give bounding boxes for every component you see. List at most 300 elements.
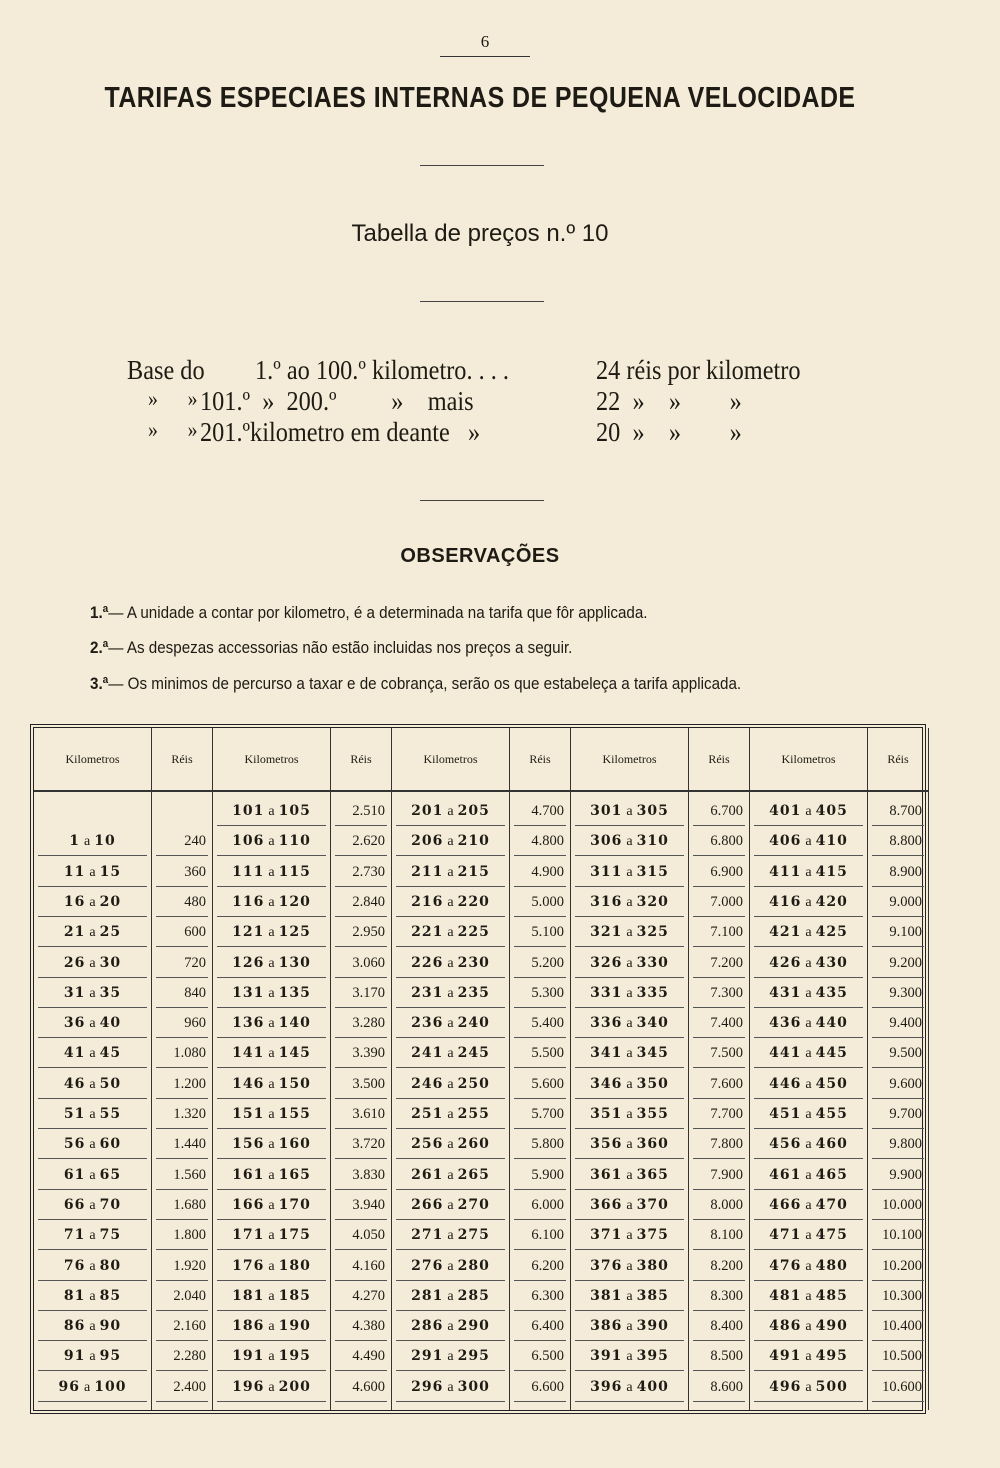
range-separator: a: [447, 925, 454, 941]
km-from: 226: [411, 954, 444, 971]
km-from: 116: [232, 893, 265, 910]
reis-value-cell: 1.440: [156, 1129, 208, 1159]
km-from: 126: [232, 954, 265, 971]
km-range-cell: [575, 1008, 684, 1038]
range-separator: a: [89, 1016, 96, 1032]
range-separator: a: [447, 804, 454, 819]
reis-value-cell: 10.100: [872, 1220, 924, 1250]
km-from: 21: [63, 924, 86, 941]
km-to: 330: [636, 954, 669, 971]
km-from: 491: [769, 1348, 802, 1365]
km-range-cell: [575, 1341, 684, 1371]
km-from: 436: [769, 1015, 802, 1032]
km-from: 321: [590, 924, 623, 941]
observation-note: [90, 639, 572, 658]
km-from: 361: [590, 1166, 623, 1183]
range-separator: a: [626, 1379, 633, 1395]
km-to: 245: [457, 1045, 490, 1062]
reis-value-cell: 1.320: [156, 1099, 208, 1129]
reis-value-cell: 360: [156, 857, 208, 887]
km-to: 375: [636, 1227, 669, 1244]
reis-value-cell: 3.500: [335, 1069, 387, 1099]
km-from: 401: [769, 803, 802, 819]
km-from: 281: [411, 1287, 444, 1304]
km-from: 131: [232, 984, 265, 1001]
reis-value-cell: 9.100: [872, 917, 924, 947]
km-from: 236: [411, 1015, 444, 1032]
kilometros-header: Kilometros: [571, 728, 688, 792]
km-from: 156: [232, 1136, 265, 1153]
range-separator: a: [447, 1107, 454, 1122]
km-to: 305: [636, 803, 669, 819]
range-separator: a: [447, 1349, 454, 1365]
km-to: 50: [99, 1075, 122, 1092]
base-line-3-label: » »: [148, 417, 198, 442]
km-to: 490: [815, 1318, 848, 1335]
km-from: 381: [590, 1287, 623, 1304]
km-range-cell: [396, 1311, 505, 1341]
range-separator: a: [268, 1197, 275, 1213]
base-line-1-range: 1.º ao 100.º kilometro. . . .: [255, 355, 509, 385]
km-from: 66: [63, 1196, 86, 1213]
reis-value-cell: 1.200: [156, 1069, 208, 1099]
tariff-table: [30, 724, 926, 1414]
km-from: 251: [411, 1106, 444, 1122]
range-separator: a: [447, 1258, 454, 1274]
km-range-cell: [38, 1281, 147, 1311]
km-to: 110: [278, 833, 311, 850]
range-separator: a: [89, 1076, 96, 1092]
km-range-cell: [575, 1038, 684, 1068]
km-from: 41: [63, 1045, 86, 1062]
reis-value-cell: 3.830: [335, 1160, 387, 1190]
km-from: 301: [590, 803, 623, 819]
reis-value-cell: 7.700: [693, 1099, 745, 1129]
km-from: 306: [590, 833, 623, 850]
km-to: 445: [815, 1045, 848, 1062]
km-from: 336: [590, 1015, 623, 1032]
km-range-cell: [217, 1160, 326, 1190]
reis-value-cell: 1.560: [156, 1160, 208, 1190]
reis-value-cell: 4.900: [514, 857, 566, 887]
range-separator: a: [447, 1288, 454, 1304]
km-to: 230: [457, 954, 490, 971]
km-from: 106: [232, 833, 265, 850]
note-number: 2.ª: [90, 639, 109, 657]
km-range-cell: [754, 1251, 863, 1281]
km-from: 51: [63, 1106, 86, 1122]
reis-header: Réis: [689, 728, 749, 792]
reis-value-cell: 9.900: [872, 1160, 924, 1190]
range-separator: a: [268, 1137, 275, 1153]
km-to: 395: [636, 1348, 669, 1365]
km-range-cell: [575, 1069, 684, 1099]
km-from: 1: [69, 833, 81, 850]
km-range-cell: [396, 1220, 505, 1250]
km-to: 320: [636, 893, 669, 910]
reis-value-cell: 4.600: [335, 1372, 387, 1402]
km-from: 391: [590, 1348, 623, 1365]
reis-value-cell: 4.270: [335, 1281, 387, 1311]
km-range-cell: [396, 857, 505, 887]
km-from: 466: [769, 1196, 802, 1213]
km-to: 70: [99, 1196, 122, 1213]
range-separator: a: [626, 1349, 633, 1365]
km-to: 205: [457, 803, 490, 819]
reis-value-cell: 3.060: [335, 948, 387, 978]
km-to: 120: [278, 893, 311, 910]
range-separator: a: [626, 1016, 633, 1032]
reis-value-cell: 6.500: [514, 1341, 566, 1371]
km-from: 26: [63, 954, 86, 971]
km-range-cell: [396, 796, 505, 826]
km-to: 180: [278, 1257, 311, 1274]
km-from: 201: [411, 803, 444, 819]
km-to: 135: [278, 984, 311, 1001]
range-separator: a: [626, 864, 633, 880]
range-separator: a: [268, 1288, 275, 1304]
reis-value-cell: 2.620: [335, 826, 387, 856]
reis-value-cell: 6.900: [693, 857, 745, 887]
km-to: 290: [457, 1318, 490, 1335]
km-to: 485: [815, 1287, 848, 1304]
km-range-cell: [575, 887, 684, 917]
km-to: 40: [99, 1015, 122, 1032]
range-separator: a: [89, 1349, 96, 1365]
reis-value-cell: 840: [156, 978, 208, 1008]
km-to: 165: [278, 1166, 311, 1183]
base-line-1-rate: 24 réis por kilometro: [596, 355, 801, 385]
km-range-cell: [38, 1129, 147, 1159]
reis-value-cell: 10.400: [872, 1311, 924, 1341]
reis-value-cell: 5.000: [514, 887, 566, 917]
reis-value-cell: 5.400: [514, 1008, 566, 1038]
note-text: — Os minimos de percurso a taxar e de cobrança, serão os que estabeleça a tarifa applicada.: [108, 675, 742, 693]
range-separator: a: [447, 955, 454, 971]
range-separator: a: [89, 1137, 96, 1153]
km-range-cell: [575, 857, 684, 887]
range-separator: a: [89, 1197, 96, 1213]
range-separator: a: [805, 1288, 812, 1304]
km-to: 105: [278, 803, 311, 819]
range-separator: a: [805, 894, 812, 910]
km-range-cell: [754, 1069, 863, 1099]
km-from: 276: [411, 1257, 444, 1274]
km-range-cell: [38, 1190, 147, 1220]
range-separator: a: [268, 1016, 275, 1032]
km-range-cell: [396, 948, 505, 978]
divider-rule: [420, 301, 544, 302]
km-from: 11: [63, 863, 86, 880]
km-to: 55: [99, 1106, 122, 1122]
reis-value-cell: 4.050: [335, 1220, 387, 1250]
km-from: 406: [769, 833, 802, 850]
km-from: 111: [232, 863, 265, 880]
range-separator: a: [805, 1107, 812, 1122]
km-from: 181: [232, 1287, 265, 1304]
km-to: 190: [278, 1318, 311, 1335]
km-from: 71: [63, 1227, 86, 1244]
km-range-cell: [38, 887, 147, 917]
km-range-cell: [396, 1190, 505, 1220]
km-to: 215: [457, 863, 490, 880]
km-to: 475: [815, 1227, 848, 1244]
reis-value-cell: 8.400: [693, 1311, 745, 1341]
km-to: 340: [636, 1015, 669, 1032]
km-range-cell: [575, 1160, 684, 1190]
km-range-cell: [754, 1129, 863, 1159]
km-to: 85: [99, 1287, 122, 1304]
km-to: 275: [457, 1227, 490, 1244]
km-to: 300: [457, 1378, 490, 1395]
km-to: 265: [457, 1166, 490, 1183]
km-range-cell: [575, 1251, 684, 1281]
range-separator: a: [805, 1076, 812, 1092]
km-range-cell: [754, 826, 863, 856]
reis-value-cell: 9.800: [872, 1129, 924, 1159]
reis-value-cell: 4.800: [514, 826, 566, 856]
km-to: 140: [278, 1015, 311, 1032]
km-range-cell: [38, 1160, 147, 1190]
km-to: 355: [636, 1106, 669, 1122]
km-from: 141: [232, 1045, 265, 1062]
km-range-cell: [754, 857, 863, 887]
reis-value-cell: 5.800: [514, 1129, 566, 1159]
kilometros-header: Kilometros: [392, 728, 509, 792]
km-to: 130: [278, 954, 311, 971]
reis-value-cell: 2.950: [335, 917, 387, 947]
km-to: 185: [278, 1287, 311, 1304]
kilometros-column: [750, 728, 868, 1410]
range-separator: a: [89, 1228, 96, 1244]
km-range-cell: [754, 1341, 863, 1371]
km-range-cell: [754, 1099, 863, 1129]
km-from: 81: [63, 1287, 86, 1304]
km-to: 360: [636, 1136, 669, 1153]
km-range-cell: [575, 826, 684, 856]
reis-value-cell: 8.200: [693, 1251, 745, 1281]
km-range-cell: [217, 826, 326, 856]
observation-note: [90, 675, 741, 694]
range-separator: a: [805, 1319, 812, 1335]
km-from: 261: [411, 1166, 444, 1183]
km-from: 471: [769, 1227, 802, 1244]
reis-value-cell: 960: [156, 1008, 208, 1038]
km-from: 316: [590, 893, 623, 910]
km-range-cell: [575, 1281, 684, 1311]
range-separator: a: [89, 925, 96, 941]
reis-value-cell: 3.610: [335, 1099, 387, 1129]
kilometros-column: [213, 728, 331, 1410]
km-range-cell: [217, 1311, 326, 1341]
km-to: 455: [815, 1106, 848, 1122]
reis-value-cell: 6.400: [514, 1311, 566, 1341]
km-to: 95: [99, 1348, 122, 1365]
reis-column: [689, 728, 750, 1410]
km-range-cell: [396, 887, 505, 917]
km-from: 296: [411, 1378, 444, 1395]
reis-value-cell: 2.160: [156, 1311, 208, 1341]
km-to: 65: [99, 1166, 122, 1183]
reis-value-cell: 7.000: [693, 887, 745, 917]
km-range-cell: [217, 857, 326, 887]
km-to: 405: [815, 803, 848, 819]
km-range-cell: [396, 1372, 505, 1402]
range-separator: a: [626, 1288, 633, 1304]
km-from: 36: [63, 1015, 86, 1032]
range-separator: a: [626, 925, 633, 941]
range-separator: a: [268, 894, 275, 910]
km-from: 246: [411, 1075, 444, 1092]
kilometros-column: [392, 728, 510, 1410]
range-separator: a: [268, 1349, 275, 1365]
km-range-cell: [217, 1038, 326, 1068]
divider-rule: [420, 500, 544, 501]
km-from: 86: [63, 1318, 86, 1335]
range-separator: a: [447, 864, 454, 880]
reis-column: [331, 728, 392, 1410]
km-from: 271: [411, 1227, 444, 1244]
km-from: 411: [769, 863, 802, 880]
km-to: 315: [636, 863, 669, 880]
range-separator: a: [626, 1319, 633, 1335]
range-separator: a: [626, 1076, 633, 1092]
reis-value-cell: 1.800: [156, 1220, 208, 1250]
reis-column: [152, 728, 213, 1410]
km-range-cell: [575, 1129, 684, 1159]
km-to: 470: [815, 1196, 848, 1213]
km-range-cell: [38, 917, 147, 947]
range-separator: a: [89, 864, 96, 880]
range-separator: a: [89, 985, 96, 1001]
reis-value-cell: 5.700: [514, 1099, 566, 1129]
reis-value-cell: 2.280: [156, 1341, 208, 1371]
range-separator: a: [626, 1046, 633, 1062]
reis-value-cell: 4.490: [335, 1341, 387, 1371]
km-range-cell: [217, 1281, 326, 1311]
range-separator: a: [447, 1319, 454, 1335]
reis-value-cell: 2.400: [156, 1372, 208, 1402]
km-from: 216: [411, 893, 444, 910]
km-from: 161: [232, 1166, 265, 1183]
reis-value-cell: 8.000: [693, 1190, 745, 1220]
range-separator: a: [84, 1379, 91, 1395]
note-text: — A unidade a contar por kilometro, é a determinada na tarifa que fôr applicada.: [108, 604, 648, 622]
range-separator: a: [268, 925, 275, 941]
range-separator: a: [805, 1167, 812, 1183]
km-to: 80: [99, 1257, 122, 1274]
km-to: 310: [636, 833, 669, 850]
km-to: 285: [457, 1287, 490, 1304]
range-separator: a: [268, 804, 275, 819]
reis-value-cell: 1.680: [156, 1190, 208, 1220]
reis-value-cell: 10.500: [872, 1341, 924, 1371]
km-from: 371: [590, 1227, 623, 1244]
range-separator: a: [447, 1379, 454, 1395]
reis-value-cell: 7.100: [693, 917, 745, 947]
reis-value-cell: 10.600: [872, 1372, 924, 1402]
range-separator: a: [268, 834, 275, 850]
reis-value-cell: 6.200: [514, 1251, 566, 1281]
range-separator: a: [626, 1258, 633, 1274]
km-to: 60: [99, 1136, 122, 1153]
km-range-cell: [575, 1220, 684, 1250]
km-from: 56: [63, 1136, 86, 1153]
reis-value-cell: 3.720: [335, 1129, 387, 1159]
km-range-cell: [396, 1251, 505, 1281]
km-from: 136: [232, 1015, 265, 1032]
km-to: 460: [815, 1136, 848, 1153]
range-separator: a: [268, 1076, 275, 1092]
range-separator: a: [268, 864, 275, 880]
km-to: 210: [457, 833, 490, 850]
km-from: 461: [769, 1166, 802, 1183]
reis-value-cell: 8.500: [693, 1341, 745, 1371]
km-range-cell: [38, 948, 147, 978]
kilometros-header: Kilometros: [34, 728, 151, 792]
observations-heading: OBSERVAÇÕES: [400, 545, 560, 567]
range-separator: a: [626, 834, 633, 850]
km-range-cell: [38, 1372, 147, 1402]
kilometros-column: [34, 728, 152, 1410]
km-range-cell: [217, 948, 326, 978]
km-to: 175: [278, 1227, 311, 1244]
range-separator: a: [84, 834, 91, 850]
km-to: 255: [457, 1106, 490, 1122]
km-range-cell: [38, 1220, 147, 1250]
km-range-cell: [754, 1190, 863, 1220]
km-range-cell: [575, 1372, 684, 1402]
reis-value-cell: 7.900: [693, 1160, 745, 1190]
kilometros-header: Kilometros: [213, 728, 330, 792]
km-from: 206: [411, 833, 444, 850]
range-separator: a: [268, 1228, 275, 1244]
range-separator: a: [268, 955, 275, 971]
reis-value-cell: 5.500: [514, 1038, 566, 1068]
km-range-cell: [754, 917, 863, 947]
km-to: 100: [94, 1378, 127, 1395]
reis-value-cell: 7.500: [693, 1038, 745, 1068]
km-to: 20: [99, 893, 122, 910]
km-from: 441: [769, 1045, 802, 1062]
reis-value-cell: 9.000: [872, 887, 924, 917]
range-separator: a: [626, 1137, 633, 1153]
km-to: 410: [815, 833, 848, 850]
note-number: 1.ª: [90, 604, 109, 622]
reis-value-cell: 7.600: [693, 1069, 745, 1099]
note-text: — As despezas accessorias não estão incluidas nos preços a seguir.: [108, 639, 573, 657]
km-range-cell: [38, 1251, 147, 1281]
km-from: 456: [769, 1136, 802, 1153]
km-from: 241: [411, 1045, 444, 1062]
km-range-cell: [217, 917, 326, 947]
reis-value-cell: 720: [156, 948, 208, 978]
divider-rule: [420, 165, 544, 166]
km-range-cell: [575, 1099, 684, 1129]
km-to: 425: [815, 924, 848, 941]
km-to: 435: [815, 984, 848, 1001]
range-separator: a: [805, 1258, 812, 1274]
km-from: 451: [769, 1106, 802, 1122]
km-to: 155: [278, 1106, 311, 1122]
km-to: 150: [278, 1075, 311, 1092]
reis-column: [868, 728, 929, 1410]
reis-value-cell: 6.600: [514, 1372, 566, 1402]
km-from: 481: [769, 1287, 802, 1304]
reis-column: [510, 728, 571, 1410]
km-to: 500: [815, 1378, 848, 1395]
reis-value-cell: 10.300: [872, 1281, 924, 1311]
